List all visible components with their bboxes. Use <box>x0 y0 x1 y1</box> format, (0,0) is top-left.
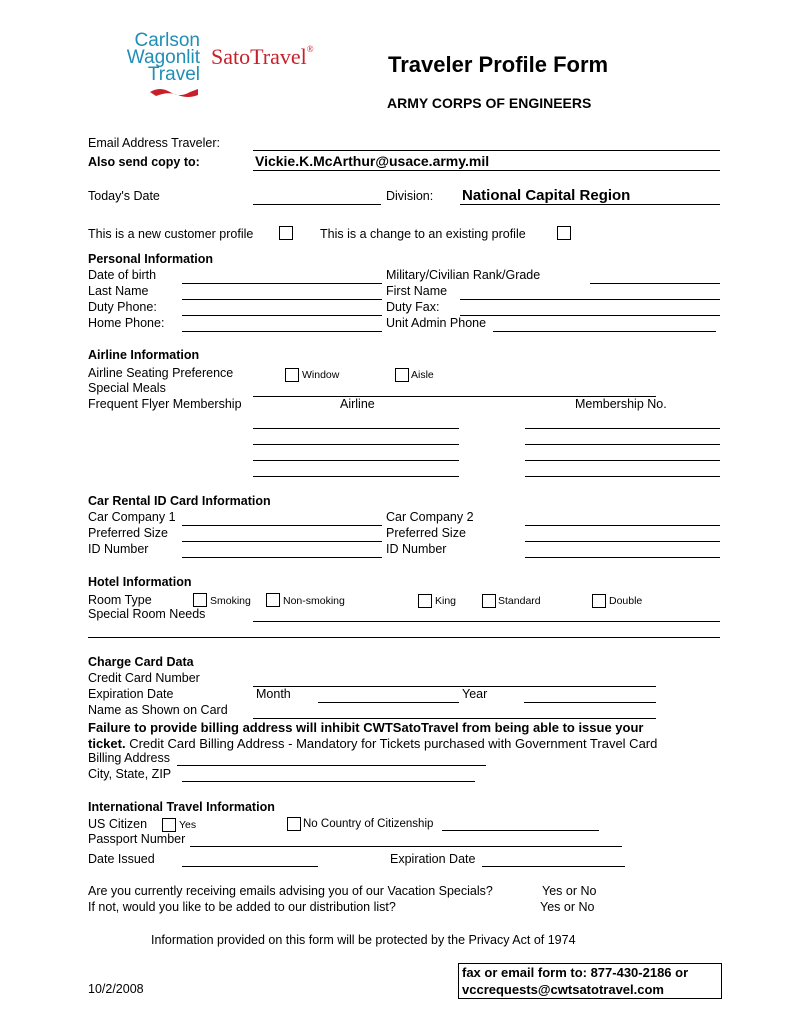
no-country-field[interactable] <box>442 830 599 831</box>
duty-phone-field[interactable] <box>182 315 382 316</box>
passport-field[interactable] <box>190 846 622 847</box>
date-issued-field[interactable] <box>182 866 318 867</box>
unit-admin-label: Unit Admin Phone <box>386 316 487 330</box>
ff-airline-field-4[interactable] <box>253 476 459 477</box>
special-room-label: Special Room Needs <box>88 607 206 621</box>
duty-fax-field[interactable] <box>460 315 720 316</box>
membership-column-header: Membership No. <box>575 397 667 411</box>
airline-heading: Airline Information <box>88 348 200 362</box>
new-profile-checkbox[interactable] <box>279 226 293 240</box>
aisle-checkbox[interactable] <box>395 368 409 382</box>
us-citizen-checkbox[interactable] <box>162 818 176 832</box>
change-profile-checkbox[interactable] <box>557 226 571 240</box>
year-label: Year <box>462 687 488 701</box>
window-checkbox[interactable] <box>285 368 299 382</box>
car-size1-field[interactable] <box>182 541 382 542</box>
special-room-field-2[interactable] <box>88 637 720 638</box>
no-country-checkbox[interactable] <box>287 817 301 831</box>
hotel-heading: Hotel Information <box>88 575 192 589</box>
king-checkbox[interactable] <box>418 594 432 608</box>
page-title: Traveler Profile Form <box>388 52 609 77</box>
specials-question-2: If not, would you like to be added to our distribution list? <box>88 900 396 914</box>
ff-membership-field-1[interactable] <box>525 428 720 429</box>
room-type-label: Room Type <box>88 593 152 607</box>
car-size2-label: Preferred Size <box>386 526 466 540</box>
window-label: Window <box>302 369 340 381</box>
car-company1-field[interactable] <box>182 525 382 526</box>
month-label: Month <box>256 687 291 701</box>
frequent-flyer-label: Frequent Flyer Membership <box>88 397 242 411</box>
new-profile-label: This is a new customer profile <box>88 227 254 241</box>
dob-field[interactable] <box>182 283 382 284</box>
copy-label: Also send copy to: <box>88 155 200 169</box>
card-number-field[interactable] <box>253 686 656 687</box>
billing-address-label: Billing Address <box>88 751 170 765</box>
date-label: Today's Date <box>88 189 160 203</box>
seating-label: Airline Seating Preference <box>88 366 234 380</box>
ff-airline-field-1[interactable] <box>253 428 459 429</box>
car-company2-label: Car Company 2 <box>386 510 474 524</box>
contact-fax: fax or email form to: 877-430-2186 or <box>462 965 689 980</box>
billing-warning-bold: ticket. <box>88 736 126 751</box>
standard-label: Standard <box>498 595 541 607</box>
cwt-logo-line2: Wagonlit <box>126 47 200 68</box>
privacy-notice: Information provided on this form will be protected by the Privacy Act of 1974 <box>151 933 576 947</box>
rank-label: Military/Civilian Rank/Grade <box>386 268 541 282</box>
sato-logo <box>211 44 314 70</box>
copy-email-value[interactable]: Vickie.K.McArthur@usace.army.mil <box>255 153 490 169</box>
nonsmoking-label: Non-smoking <box>283 595 345 607</box>
ff-membership-field-2[interactable] <box>525 444 720 445</box>
billing-warning-line1: Failure to provide billing address will inhibit CWTSatoTravel from being able to issue your <box>88 720 644 735</box>
city-label: City, State, ZIP <box>88 767 172 781</box>
home-phone-label: Home Phone: <box>88 316 165 330</box>
double-label: Double <box>609 595 643 607</box>
city-field[interactable] <box>182 781 475 782</box>
dob-label: Date of birth <box>88 268 157 282</box>
charge-heading: Charge Card Data <box>88 655 194 669</box>
car-company2-field[interactable] <box>525 525 720 526</box>
billing-address-field[interactable] <box>177 765 486 766</box>
billing-warning-rest: Credit Card Billing Address - Mandatory for Tickets purchased with Government Travel Card <box>125 736 658 751</box>
cwt-logo-line1: Carlson <box>134 30 200 51</box>
duty-fax-label: Duty Fax: <box>386 300 440 314</box>
home-phone-field[interactable] <box>182 331 382 332</box>
date-field[interactable] <box>253 204 381 205</box>
specials-question-1: Are you currently receiving emails advising you of our Vacation Specials? <box>88 884 493 898</box>
expiration-label: Expiration Date <box>88 687 174 701</box>
email-field[interactable] <box>253 150 720 151</box>
king-label: King <box>435 595 457 607</box>
intl-heading: International Travel Information <box>88 800 275 814</box>
rank-field[interactable] <box>590 283 720 284</box>
registered-mark: ® <box>306 44 314 54</box>
division-label: Division: <box>386 189 434 203</box>
passport-expiration-field[interactable] <box>482 866 625 867</box>
card-name-label: Name as Shown on Card <box>88 703 228 717</box>
car-company1-label: Car Company 1 <box>88 510 176 524</box>
ff-airline-field-2[interactable] <box>253 444 459 445</box>
cwt-logo-line3: Travel <box>147 64 200 85</box>
car-id1-label: ID Number <box>88 542 149 556</box>
first-name-field[interactable] <box>460 299 720 300</box>
passport-label: Passport Number <box>88 832 186 846</box>
no-country-label: No Country of Citizenship <box>303 818 434 830</box>
nonsmoking-checkbox[interactable] <box>266 593 280 607</box>
page-subtitle: ARMY CORPS OF ENGINEERS <box>387 95 592 111</box>
smoking-label: Smoking <box>210 595 251 607</box>
sato-logo-text: SatoTravel <box>211 44 307 69</box>
billing-warning-line2 <box>88 736 657 751</box>
us-citizen-yes-label: Yes <box>179 819 197 831</box>
form-date: 10/2/2008 <box>88 982 144 996</box>
first-name-label: First Name <box>386 284 448 298</box>
division-value[interactable]: National Capital Region <box>462 187 631 204</box>
aisle-label: Aisle <box>411 369 434 381</box>
cwt-logo <box>100 32 200 83</box>
ff-membership-field-4[interactable] <box>525 476 720 477</box>
card-name-field[interactable] <box>253 718 656 719</box>
car-size1-label: Preferred Size <box>88 526 168 540</box>
car-size2-field[interactable] <box>525 541 720 542</box>
car-id2-label: ID Number <box>386 542 447 556</box>
special-room-field[interactable] <box>253 621 720 622</box>
division-field[interactable] <box>460 204 720 205</box>
date-issued-label: Date Issued <box>88 852 155 866</box>
double-checkbox[interactable] <box>592 594 606 608</box>
ff-airline-field-3[interactable] <box>253 460 459 461</box>
personal-heading: Personal Information <box>88 252 214 266</box>
last-name-label: Last Name <box>88 284 149 298</box>
specials-answer-1[interactable]: Yes or No <box>542 884 597 898</box>
contact-email[interactable]: vccrequests@cwtsatotravel.com <box>462 982 664 997</box>
smoking-checkbox[interactable] <box>193 593 207 607</box>
duty-phone-label: Duty Phone: <box>88 300 157 314</box>
last-name-field[interactable] <box>182 299 382 300</box>
cwt-ribbon-icon <box>148 84 200 100</box>
unit-admin-field[interactable] <box>493 331 716 332</box>
copy-email-field[interactable] <box>253 170 720 171</box>
year-field[interactable] <box>524 702 656 703</box>
car-id1-field[interactable] <box>182 557 382 558</box>
us-citizen-label: US Citizen <box>88 817 148 831</box>
standard-checkbox[interactable] <box>482 594 496 608</box>
change-profile-label: This is a change to an existing profile <box>320 227 526 241</box>
email-label: Email Address Traveler: <box>88 136 220 150</box>
contact-box <box>458 963 722 999</box>
car-heading: Car Rental ID Card Information <box>88 494 271 508</box>
airline-column-header: Airline <box>340 397 375 411</box>
specials-answer-2[interactable]: Yes or No <box>540 900 595 914</box>
card-number-label: Credit Card Number <box>88 671 200 685</box>
month-field[interactable] <box>318 702 459 703</box>
passport-expiration-label: Expiration Date <box>390 852 476 866</box>
ff-membership-field-3[interactable] <box>525 460 720 461</box>
car-id2-field[interactable] <box>525 557 720 558</box>
meals-label: Special Meals <box>88 381 166 395</box>
